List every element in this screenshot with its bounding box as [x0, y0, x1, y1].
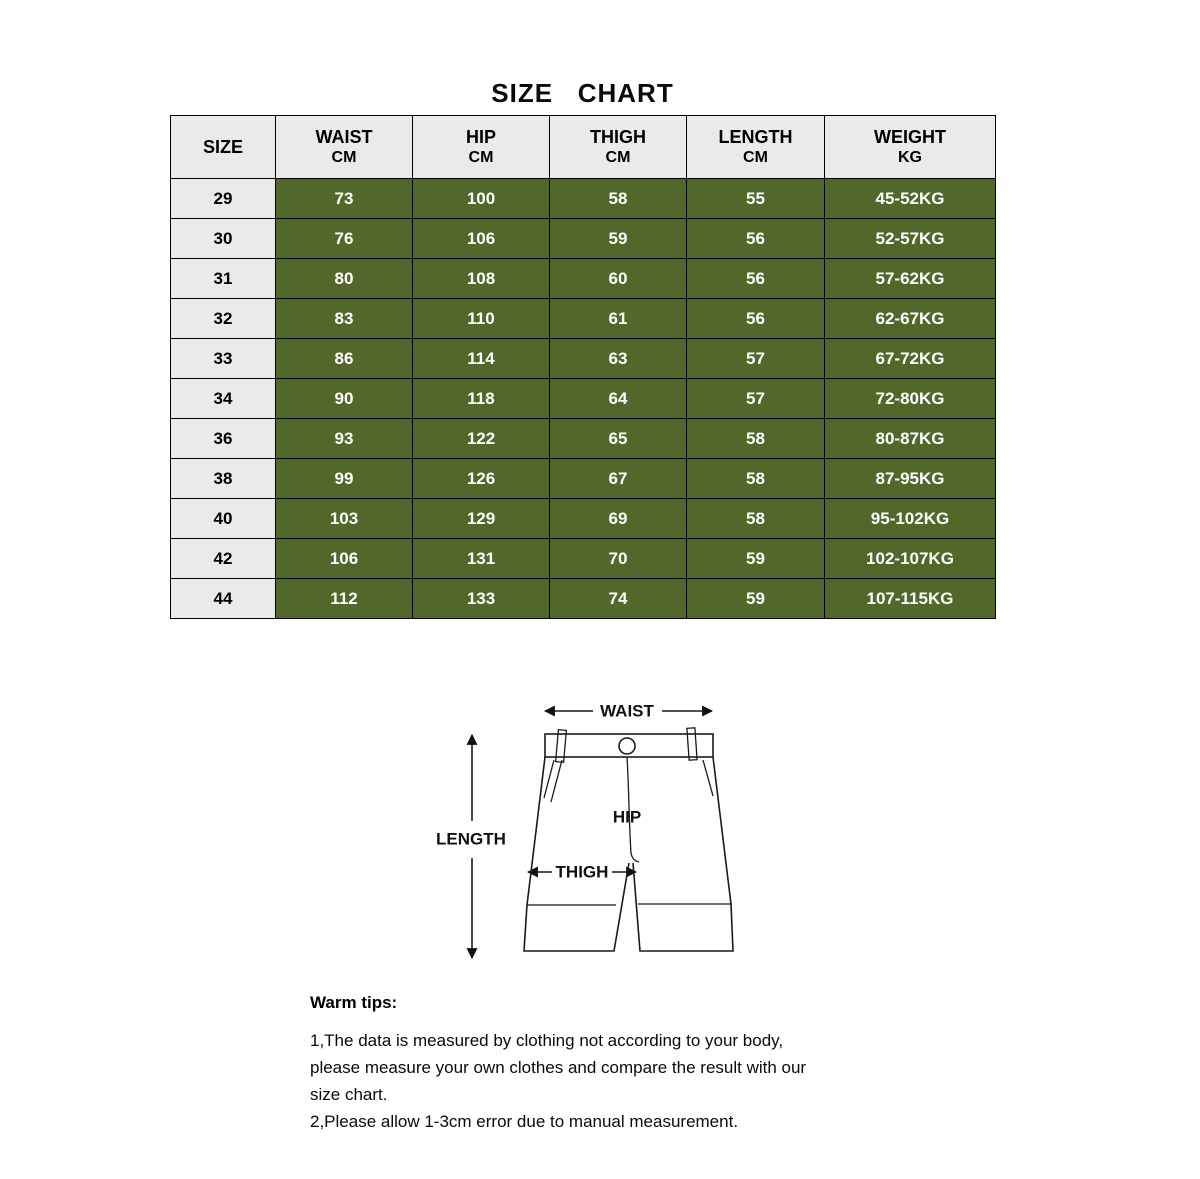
column-header-length: [687, 116, 825, 179]
column-header-hip: [413, 116, 550, 179]
length-label: LENGTH: [436, 829, 506, 849]
table-row: [171, 259, 996, 299]
value-cell: 90: [276, 379, 413, 419]
value-cell: 56: [687, 219, 825, 259]
size-cell: 29: [171, 179, 276, 219]
button-icon: [619, 738, 635, 754]
size-cell: 38: [171, 459, 276, 499]
column-label: LENGTH: [718, 126, 793, 147]
column-unit: CM: [468, 149, 494, 167]
size-cell: 32: [171, 299, 276, 339]
value-cell: 56: [687, 299, 825, 339]
pocket-line-left: [544, 760, 554, 798]
value-cell: 63: [550, 339, 687, 379]
table-row: [171, 379, 996, 419]
table-row: [171, 339, 996, 379]
value-cell: 73: [276, 179, 413, 219]
value-cell: 106: [276, 539, 413, 579]
value-cell: 87-95KG: [825, 459, 996, 499]
table-row: [171, 299, 996, 339]
value-cell: 72-80KG: [825, 379, 996, 419]
value-cell: 69: [550, 499, 687, 539]
column-header-weight: [825, 116, 996, 179]
size-cell: 33: [171, 339, 276, 379]
header-row: [171, 116, 996, 179]
table-row: [171, 539, 996, 579]
value-cell: 95-102KG: [825, 499, 996, 539]
value-cell: 65: [550, 419, 687, 459]
value-cell: 57: [687, 339, 825, 379]
column-label: WAIST: [315, 126, 373, 147]
value-cell: 62-67KG: [825, 299, 996, 339]
column-unit: KG: [898, 149, 922, 167]
value-cell: 108: [413, 259, 550, 299]
column-unit: CM: [605, 149, 631, 167]
shorts-measurement-diagram: [400, 688, 800, 988]
value-cell: 106: [413, 219, 550, 259]
value-cell: 67: [550, 459, 687, 499]
size-chart-table: [170, 115, 996, 619]
size-cell: 31: [171, 259, 276, 299]
value-cell: 61: [550, 299, 687, 339]
column-unit: CM: [743, 149, 768, 167]
size-cell: 40: [171, 499, 276, 539]
waist-label: WAIST: [600, 701, 654, 721]
size-cell: 42: [171, 539, 276, 579]
size-table-body: [171, 179, 996, 619]
value-cell: 100: [413, 179, 550, 219]
value-cell: 74: [550, 579, 687, 619]
value-cell: 99: [276, 459, 413, 499]
page-title: SIZE CHART: [491, 78, 674, 108]
value-cell: 80: [276, 259, 413, 299]
column-header-thigh: [550, 116, 687, 179]
value-cell: 59: [687, 579, 825, 619]
value-cell: 110: [413, 299, 550, 339]
table-row: [171, 419, 996, 459]
size-cell: 44: [171, 579, 276, 619]
value-cell: 59: [687, 539, 825, 579]
value-cell: 112: [276, 579, 413, 619]
hip-label: HIP: [612, 807, 642, 827]
value-cell: 45-52KG: [825, 179, 996, 219]
column-header-waist: [276, 116, 413, 179]
size-cell: 30: [171, 219, 276, 259]
value-cell: 80-87KG: [825, 419, 996, 459]
value-cell: 57-62KG: [825, 259, 996, 299]
value-cell: 76: [276, 219, 413, 259]
value-cell: 56: [687, 259, 825, 299]
left-leg: [524, 757, 629, 951]
thigh-arrow: [528, 863, 636, 882]
value-cell: 58: [687, 459, 825, 499]
value-cell: 93: [276, 419, 413, 459]
pocket-line-right: [703, 760, 713, 796]
value-cell: 133: [413, 579, 550, 619]
column-header-size: [171, 116, 276, 179]
table-row: [171, 579, 996, 619]
right-leg: [633, 757, 733, 951]
value-cell: 122: [413, 419, 550, 459]
tips-line-1: 1,The data is measured by clothing not according to your body,: [310, 1031, 784, 1050]
tips-line-3: size chart.: [310, 1085, 388, 1104]
tips-line-4: 2,Please allow 1-3cm error due to manual measurement.: [310, 1112, 739, 1131]
value-cell: 131: [413, 539, 550, 579]
value-cell: 118: [413, 379, 550, 419]
table-row: [171, 219, 996, 259]
value-cell: 70: [550, 539, 687, 579]
value-cell: 60: [550, 259, 687, 299]
value-cell: 57: [687, 379, 825, 419]
length-arrow: [436, 735, 506, 958]
waist-arrow: [545, 702, 712, 721]
shorts-outline: [524, 728, 733, 951]
value-cell: 102-107KG: [825, 539, 996, 579]
value-cell: 52-57KG: [825, 219, 996, 259]
value-cell: 103: [276, 499, 413, 539]
belt-loop-right: [687, 728, 697, 760]
value-cell: 67-72KG: [825, 339, 996, 379]
value-cell: 58: [550, 179, 687, 219]
value-cell: 107-115KG: [825, 579, 996, 619]
tips-heading: Warm tips:: [310, 993, 398, 1012]
tips-line-2: please measure your own clothes and compare the result with our: [310, 1058, 807, 1077]
value-cell: 59: [550, 219, 687, 259]
column-label: HIP: [465, 126, 496, 147]
value-cell: 55: [687, 179, 825, 219]
table-row: [171, 499, 996, 539]
thigh-label: THIGH: [555, 862, 609, 882]
value-cell: 129: [413, 499, 550, 539]
value-cell: 58: [687, 419, 825, 459]
column-label: SIZE: [202, 136, 243, 157]
value-cell: 83: [276, 299, 413, 339]
warm-tips: [310, 993, 950, 1135]
value-cell: 58: [687, 499, 825, 539]
table-row: [171, 179, 996, 219]
value-cell: 86: [276, 339, 413, 379]
table-row: [171, 459, 996, 499]
column-label: WEIGHT: [874, 126, 946, 147]
value-cell: 64: [550, 379, 687, 419]
column-label: THIGH: [590, 126, 646, 147]
size-cell: 34: [171, 379, 276, 419]
size-cell: 36: [171, 419, 276, 459]
column-unit: CM: [331, 149, 357, 167]
value-cell: 114: [413, 339, 550, 379]
value-cell: 126: [413, 459, 550, 499]
